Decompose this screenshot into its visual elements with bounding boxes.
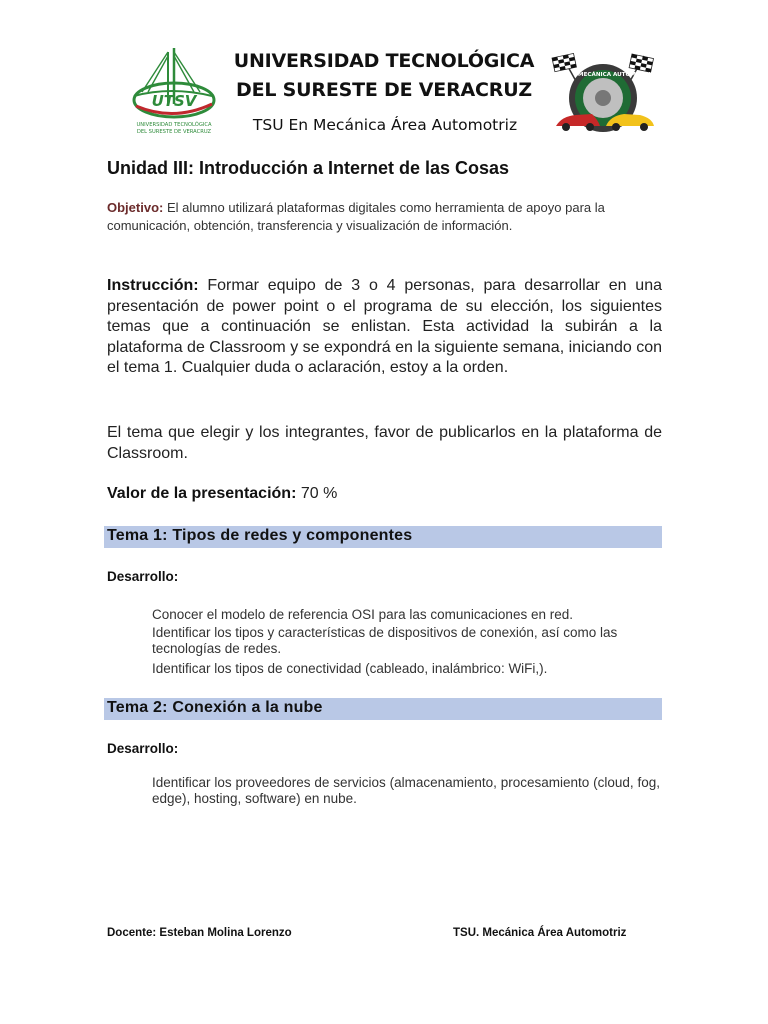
objective-text: El alumno utilizará plataformas digitales como herramienta de apoyo para la comunicación, obtención, transferencia y visualización de información.	[107, 200, 605, 233]
instruction-label: Instrucción:	[107, 277, 199, 294]
objective-label: Objetivo:	[107, 200, 164, 215]
topic-2-development-label: Desarrollo:	[107, 741, 179, 756]
topic-1-item: Conocer el modelo de referencia OSI para las comunicaciones en red.	[152, 607, 573, 622]
topic-1-item: Identificar los tipos y características de dispositivos de conexión, así como las tecnologías de redes.	[152, 625, 618, 656]
topic-publish-paragraph: El tema que elegir y los integrantes, favor de publicarlos en la plataforma de Classroom.	[107, 424, 662, 462]
utsv-logo-caption-2: DEL SURESTE DE VERACRUZ	[136, 129, 212, 135]
automotive-logo-text: MECÁNICA AUTOMOTRIZ	[578, 72, 655, 78]
utsv-logo-caption-1: UNIVERSIDAD TECNOLÓGICA	[136, 122, 212, 128]
automotive-logo	[548, 52, 658, 142]
topic-2-title: Tema 2: Conexión a la nube	[107, 699, 323, 716]
footer-program: TSU. Mecánica Área Automotriz	[453, 927, 627, 939]
value-text: 70 %	[296, 485, 338, 502]
footer-teacher: Docente: Esteban Molina Lorenzo	[107, 927, 292, 939]
value-label: Valor de la presentación:	[107, 485, 297, 502]
objective-paragraph	[107, 199, 663, 235]
unit-title: Unidad III: Introducción a Internet de las Cosas	[107, 158, 510, 178]
program-name: TSU En Mecánica Área Automotriz	[252, 116, 518, 134]
topic-1-development-label: Desarrollo:	[107, 569, 179, 584]
topic-1-title: Tema 1: Tipos de redes y componentes	[107, 527, 413, 544]
instruction-paragraph	[107, 276, 662, 379]
university-name-line-2: DEL SURESTE DE VERACRUZ	[236, 79, 532, 101]
topic-1-header	[104, 526, 662, 548]
utsv-logo-text: UTSV	[151, 92, 197, 110]
university-name-line-1: UNIVERSIDAD TECNOLÓGICA	[233, 50, 535, 72]
topic-1-item: Identificar los tipos de conectividad (cableado, inalámbrico: WiFi,).	[152, 661, 548, 676]
presentation-value	[107, 485, 337, 503]
topic-2-item: Identificar los proveedores de servicios (almacenamiento, procesamiento (cloud, fog, edge), hosting, software) en nube.	[152, 775, 660, 806]
instruction-text: Formar equipo de 3 o 4 personas, para desarrollar en una presentación de power point o el programa de su elección, los siguientes temas que a continuación se enlistan. Esta actividad la subirán a la plataforma de Classroom y se expondrá en la siguiente semana, iniciando con el tema 1. Cualquier duda o aclaración, estoy a la orden.	[107, 277, 662, 376]
topic-2-header	[104, 698, 662, 720]
